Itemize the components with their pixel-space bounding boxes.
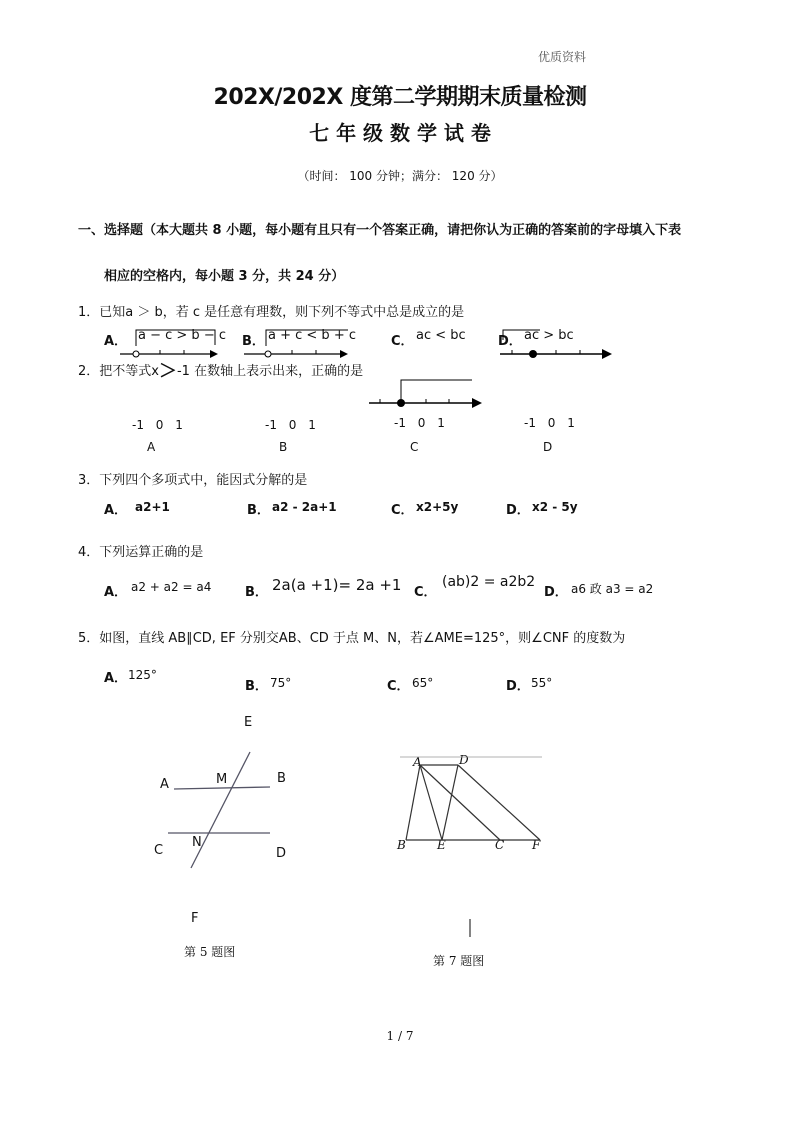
q5-option-d-label: D．: [506, 679, 530, 694]
header-tag: 优质资料: [538, 50, 587, 64]
fig5-point-m: M: [216, 772, 228, 787]
q4-option-c-text: (ab)2 = a2b2: [442, 574, 536, 590]
q1-bracket-b: [266, 330, 348, 346]
q5-option-c-label: C．: [387, 679, 410, 694]
page-title: 202X/202X 度第二学期期末质量检测: [213, 85, 587, 110]
question-4-stem: 4．下列运算正确的是: [78, 545, 204, 560]
number-line-b: [244, 350, 348, 358]
fig5-point-n: N: [192, 835, 202, 850]
q3-option-a-text: a2+1: [135, 500, 170, 514]
axis-d-ticks: -1 0 1: [524, 416, 575, 430]
q3-option-d-text: x2 - 5y: [532, 500, 578, 514]
fig5-point-a: A: [160, 777, 169, 792]
axis-b-ticks: -1 0 1: [265, 418, 316, 432]
q2-stem-start: 2．把不等式x: [78, 364, 159, 379]
fig5-point-b: B: [277, 771, 286, 786]
q5-option-a-label: A．: [104, 671, 128, 686]
q1-option-a-text: a − c > b − c: [138, 328, 226, 343]
q5-option-d-text: 55°: [531, 676, 553, 690]
fig7-point-c: C: [495, 838, 505, 852]
q3-option-d-label: D．: [506, 503, 530, 518]
q3-option-b-label: B．: [247, 503, 270, 518]
q1-bracket-d: [503, 330, 540, 340]
q2-stem-end: -1 在数轴上表示出来，正确的是: [176, 364, 364, 379]
axis-a-ticks: -1 0 1: [132, 418, 183, 432]
q4-option-d-label: D．: [544, 585, 568, 600]
q1-option-b-label: B．: [242, 334, 265, 349]
fig5-point-f: F: [191, 911, 199, 926]
q1-option-c-text: ac < bc: [416, 328, 466, 343]
number-line-d: [500, 349, 612, 359]
q4-option-a-text: a2 + a2 = a4: [131, 580, 212, 594]
fig7-caption: 第 7 题图: [433, 954, 485, 968]
q4-option-a-label: A．: [104, 585, 128, 600]
q5-option-a-text: 125°: [128, 668, 157, 682]
q1-option-a-label: A．: [104, 334, 128, 349]
greater-than-symbol: ＞: [158, 361, 177, 382]
q2-option-c: C: [410, 440, 419, 454]
number-line-a: [120, 350, 218, 358]
section-heading-line2: 相应的空格内，每小题 3 分，共 24 分）: [104, 269, 345, 284]
q2-option-b: B: [279, 440, 288, 454]
q5-option-b-text: 75°: [270, 676, 292, 690]
fig7-point-f: F: [532, 838, 541, 852]
q5-option-c-text: 65°: [412, 676, 434, 690]
fig7-point-b: B: [397, 838, 406, 852]
axis-c-ticks: -1 0 1: [394, 416, 445, 430]
exam-info: （时间： 100 分钟；满分： 120 分）: [297, 169, 503, 183]
q5-option-b-label: B．: [245, 679, 268, 694]
q3-option-a-label: A．: [104, 503, 128, 518]
q1-option-d-text: ac > bc: [524, 328, 574, 343]
q4-option-b-label: B．: [245, 585, 268, 600]
fig7-point-d: D: [459, 753, 469, 767]
q4-option-b-text: 2a(a +1)= 2a +1: [272, 576, 402, 594]
q4-option-d-text: a6 政 a3 = a2: [571, 582, 654, 596]
q1-option-b-text: a + c < b + c: [268, 328, 356, 343]
question-1-stem: 1．已知a ＞ b，若 c 是任意有理数，则下列不等式中总是成立的是: [78, 305, 465, 320]
q3-option-b-text: a2 - 2a+1: [272, 500, 337, 514]
page-number: 1 / 7: [386, 1029, 414, 1043]
q2-option-a: A: [147, 440, 156, 454]
fig5-point-d: D: [276, 846, 287, 861]
q2-option-d: D: [543, 440, 553, 454]
section-heading-line1: 一、选择题（本大题共 8 小题，每小题有且只有一个答案正确，请把你认为正确的答案前的字母填入下表: [78, 223, 682, 238]
question-3-stem: 3．下列四个多项式中，能因式分解的是: [78, 473, 308, 488]
page-subtitle: 七 年 级 数 学 试 卷: [309, 121, 491, 145]
figure-5: [168, 752, 270, 868]
fig5-point-c: C: [154, 843, 164, 858]
q1-option-c-label: C．: [391, 334, 414, 349]
fig5-point-e: E: [244, 715, 253, 730]
number-line-c: [369, 380, 482, 408]
q4-option-c-label: C．: [414, 585, 437, 600]
question-5-stem: 5．如图，直线 AB∥CD, EF 分别交AB、CD 于点 M、N，若∠AME=125°，则∠CNF 的度数为: [78, 631, 626, 646]
q3-option-c-label: C．: [391, 503, 414, 518]
fig7-point-e: E: [437, 838, 446, 852]
q1-bracket-a: [136, 330, 215, 346]
q3-option-c-text: x2+5y: [416, 500, 459, 514]
fig7-point-a: A: [413, 755, 422, 769]
figure-7: [400, 757, 542, 937]
fig5-caption: 第 5 题图: [184, 945, 236, 959]
q1-option-d-label: D．: [498, 334, 522, 349]
